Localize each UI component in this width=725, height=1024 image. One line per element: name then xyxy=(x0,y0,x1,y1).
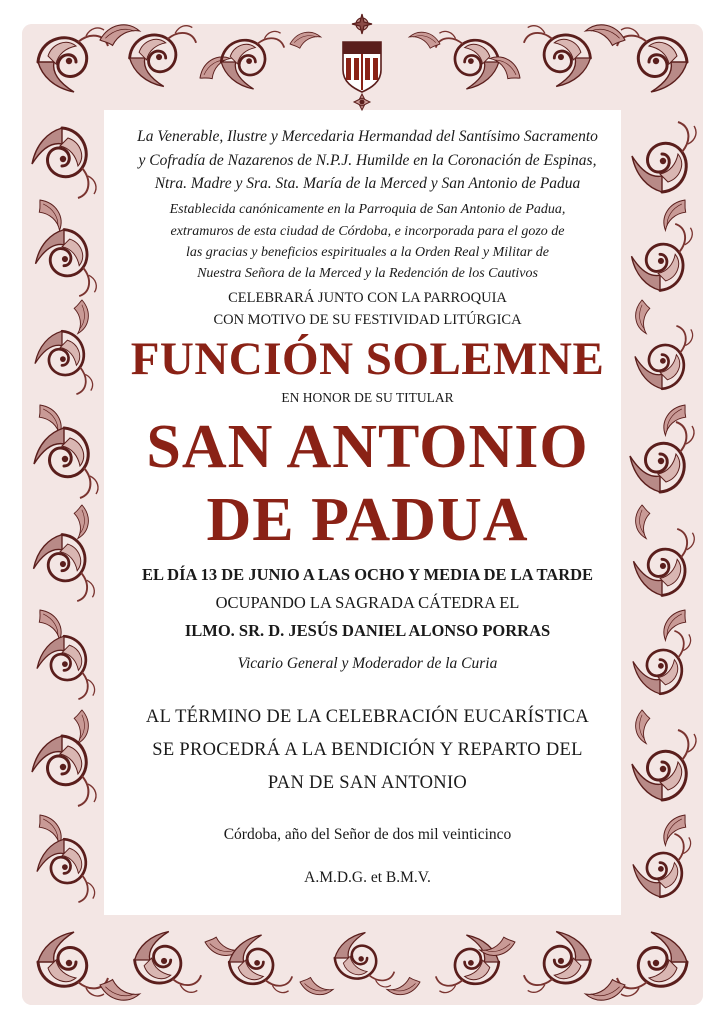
establishment-line-4: Nuestra Señora de la Merced y la Redención de los Cautivos xyxy=(197,266,538,281)
honor-line: EN HONOR DE SU TITULAR xyxy=(281,390,454,405)
date-time: EL DÍA 13 DE JUNIO A LAS OCHO Y MEDIA DE LA TARDE xyxy=(141,565,594,584)
closing-line-3: PAN DE SAN ANTONIO xyxy=(267,773,468,793)
establishment-line-1: Establecida canónicamente en la Parroquia de San Antonio de Padua, xyxy=(169,202,566,217)
closing-line-2: SE PROCEDRÁ A LA BENDICIÓN Y REPARTO DEL xyxy=(152,740,583,760)
brotherhood-line-2: y Cofradía de Nazarenos de N.P.J. Humilde en la Coronación de Espinas, xyxy=(138,152,597,169)
announce-line-2: CON MOTIVO DE SU FESTIVIDAD LITÚRGICA xyxy=(213,312,522,328)
announce-line-1: CELEBRARÁ JUNTO CON LA PARROQUIA xyxy=(228,290,507,306)
brotherhood-line-3: Ntra. Madre y Sra. Sta. María de la Merced y San Antonio de Padua xyxy=(154,175,581,192)
saint-name-line-2: DE PADUA xyxy=(206,486,529,554)
hermandad-crest-emblem xyxy=(333,12,391,118)
brotherhood-line-1: La Venerable, Ilustre y Mercedaria Hermandad del Santísimo Sacramento xyxy=(137,128,598,145)
motto: A.M.D.G. et B.M.V. xyxy=(304,869,431,886)
establishment-line-3: las gracias y beneficios espirituales a la Orden Real y Militar de xyxy=(185,245,550,260)
place-date: Córdoba, año del Señor de dos mil veinticinco xyxy=(223,826,512,843)
event-title: FUNCIÓN SOLEMNE xyxy=(130,333,605,385)
saint-name-line-1: SAN ANTONIO xyxy=(146,413,589,481)
preacher-intro: OCUPANDO LA SAGRADA CÁTEDRA EL xyxy=(215,593,520,612)
preacher-role: Vicario General y Moderador de la Curia xyxy=(237,655,498,672)
establishment-line-2: extramuros de esta ciudad de Córdoba, e incorporada para el gozo de xyxy=(170,224,565,239)
closing-line-1: AL TÉRMINO DE LA CELEBRACIÓN EUCARÍSTICA xyxy=(145,707,590,727)
preacher-name: ILMO. SR. D. JESÚS DANIEL ALONSO PORRAS xyxy=(184,621,551,640)
